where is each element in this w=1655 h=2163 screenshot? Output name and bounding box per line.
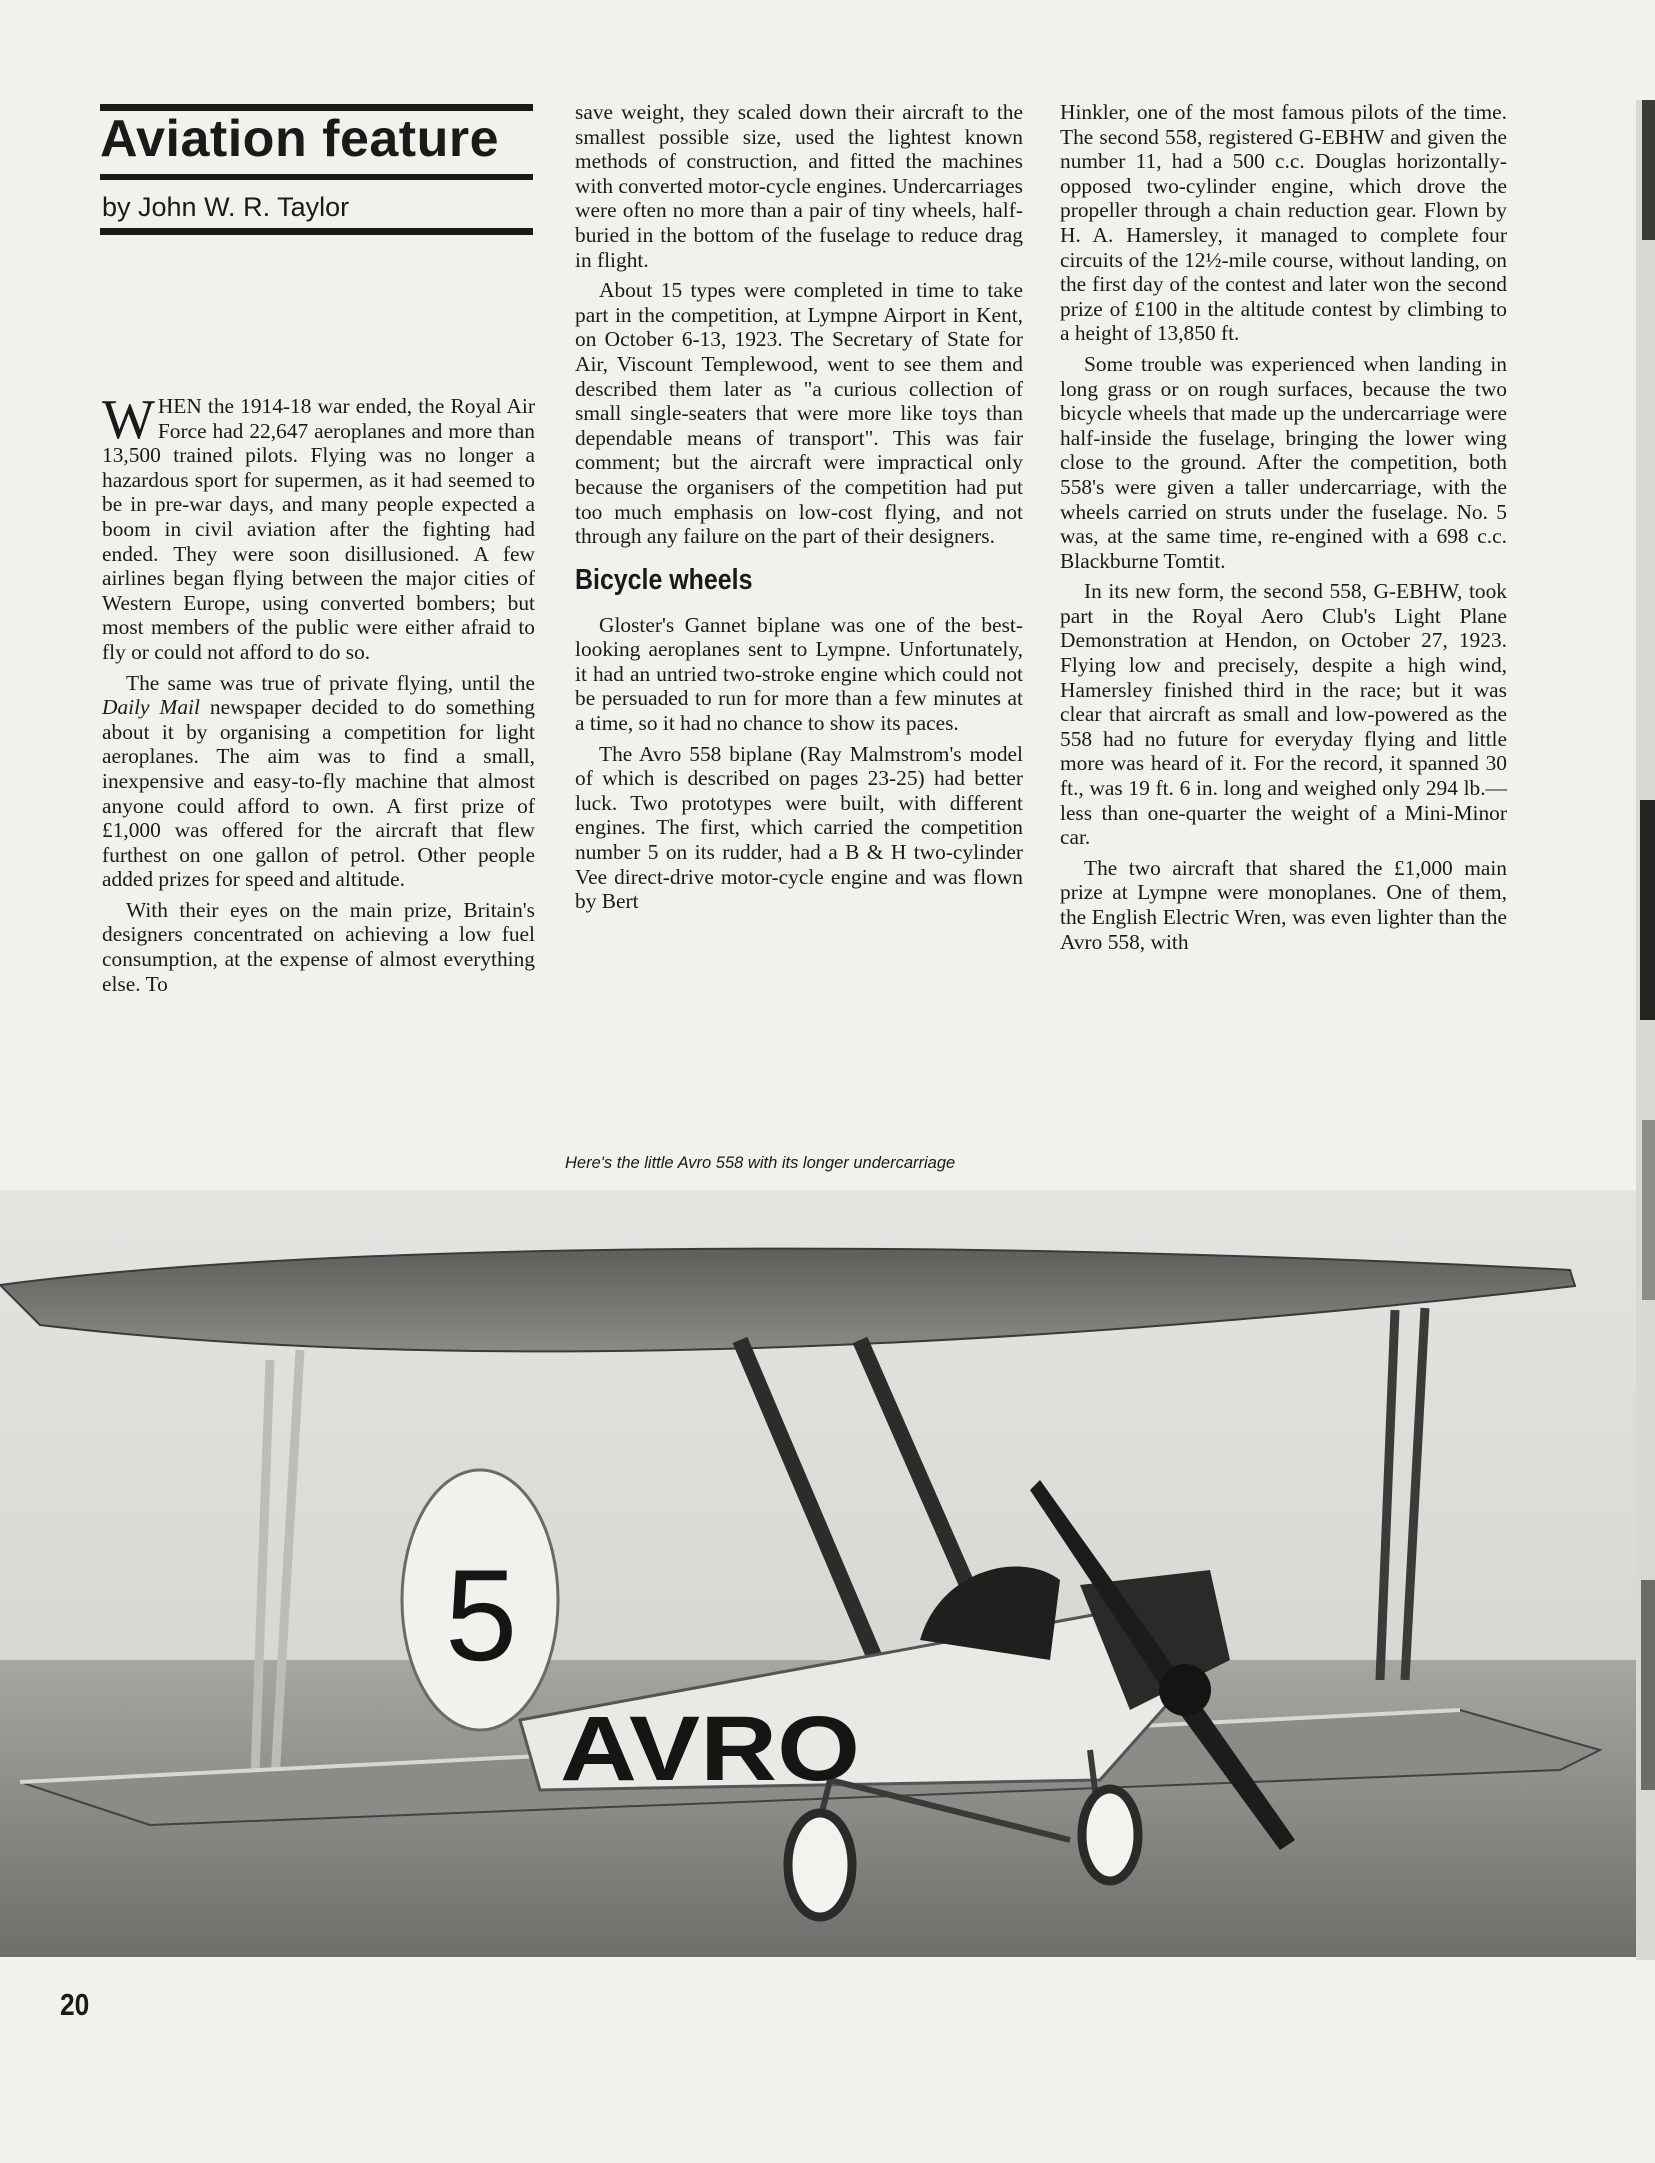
- paragraph: Some trouble was experienced when landing in long grass or on rough surfaces, because the two bicycle wheels that made up the undercarriage were half-inside the fuselage, bringing the lower wing close to the ground. After the competition, both 558's were given a taller undercarriage, with the wheels carried on struts under the fuselage. No. 5 was, at the same time, re-engined with a 698 c.c. Blackburne Tomtit.: [1060, 351, 1507, 573]
- photo-caption: Here's the little Avro 558 with its longer undercarriage: [565, 1154, 956, 1172]
- paragraph-text: The same was true of private flying, until the: [126, 670, 535, 695]
- paragraph: In its new form, the second 558, G-EBHW, took part in the Royal Aero Club's Light Plane Demonstration at Hendon, on October 27, 1923. Flying low and precisely, despite a high wind, Hamersley finished third in the race; but it was clear that aircraft as small and low-powered as the 558 had no future for everyday flying and little more was heard of it. For the record, it spanned 30 ft., was 19 ft. 6 in. long and weighed only 294 lb.—less than one-quarter the weight of a Mini-Minor car.: [1060, 579, 1507, 850]
- paragraph: save weight, they scaled down their aircraft to the smallest possible size, used the lightest known methods of construction, and fitted the machines with converted motor-cycle engines. Undercarriages were often no more than a pair of tiny wheels, half-buried in the bottom of the fuselage to reduce drag in flight.: [575, 100, 1023, 272]
- page-number: 20: [60, 1987, 90, 2022]
- paragraph: [102, 671, 535, 892]
- newspaper-name: Daily Mail: [102, 695, 200, 720]
- paragraph-text: HEN the 1914-18 war ended, the Royal Air Force had 22,647 aeroplanes and more than 13,500 trained pilots. Flying was no longer a hazardous sport for supermen, as it had seemed to be in pre-war days, and many people expected a boom in civil aviation after the fighting had ended. They were soon disillusioned. A few airlines began flying between the major cities of Western Europe, using converted bombers; but most members of the public were either afraid to fly or could not afford to do so.: [102, 394, 535, 664]
- facing-page-edge: [1636, 100, 1655, 1960]
- byline-rule: [100, 228, 533, 235]
- paragraph: [102, 389, 535, 665]
- title-bottom-rule: [100, 174, 533, 180]
- article-column-3: [1060, 100, 1507, 960]
- paragraph: The two aircraft that shared the £1,000 main prize at Lympne were monoplanes. One of them, the English Electric Wren, was even lighter than the Avro 558, with: [1060, 855, 1507, 954]
- rudder-number: 5: [445, 1542, 518, 1688]
- avro-558-photo: [0, 1190, 1642, 1957]
- section-title: Aviation feature: [100, 110, 500, 168]
- article-column-1: [102, 389, 535, 1002]
- paragraph: About 15 types were completed in time to take part in the competition, at Lympne Airport in Kent, on October 6-13, 1923. The Secretary of State for Air, Viscount Templewood, went to see them and described them later as "a curious collection of small single-seaters that were more like toys than dependable means of transport". This was fair comment; but the aircraft were impractical only because the organisers of the competition had put too much emphasis on low-cost flying, and not through any failure on the part of their designers.: [575, 278, 1023, 549]
- paragraph: Hinkler, one of the most famous pilots of the time. The second 558, registered G-EBHW and given the number 11, had a 500 c.c. Douglas horizontally-opposed two-cylinder engine, which drove the propeller through a chain reduction gear. Flown by H. A. Hamersley, it managed to complete four circuits of the 12½-mile course, without landing, on the first day of the contest and later won the second prize of £100 in the altitude contest by climbing to a height of 13,850 ft.: [1060, 100, 1507, 346]
- paragraph-text: newspaper decided to do something about it by organising a competition for light aeroplanes. The aim was to find a small, inexpensive and easy-to-fly machine that almost anyone could afford to own. A first prize of £1,000 was offered for the aircraft that flew furthest on one gallon of petrol. Other people added prizes for speed and altitude.: [102, 695, 535, 892]
- paragraph: Gloster's Gannet biplane was one of the best-looking aeroplanes sent to Lympne. Unfortunately, it had an untried two-stroke engine which could not be persuaded to run for more than a few minutes at a time, so it had no chance to show its paces.: [575, 612, 1023, 736]
- drop-cap: W: [102, 389, 155, 451]
- article-column-2: [575, 100, 1023, 920]
- subheading: Bicycle wheels: [575, 563, 753, 596]
- fuselage-lettering: AVRO: [560, 1698, 860, 1800]
- paragraph: The Avro 558 biplane (Ray Malmstrom's model of which is described on pages 23-25) had better luck. Two prototypes were built, with different engines. The first, which carried the competition number 5 on its rudder, had a B & H two-cylinder Vee direct-drive motor-cycle engine and was flown by Bert: [575, 741, 1023, 914]
- paragraph: With their eyes on the main prize, Britain's designers concentrated on achieving a low fuel consumption, at the expense of almost everything else. To: [102, 897, 535, 996]
- byline: by John W. R. Taylor: [102, 192, 350, 222]
